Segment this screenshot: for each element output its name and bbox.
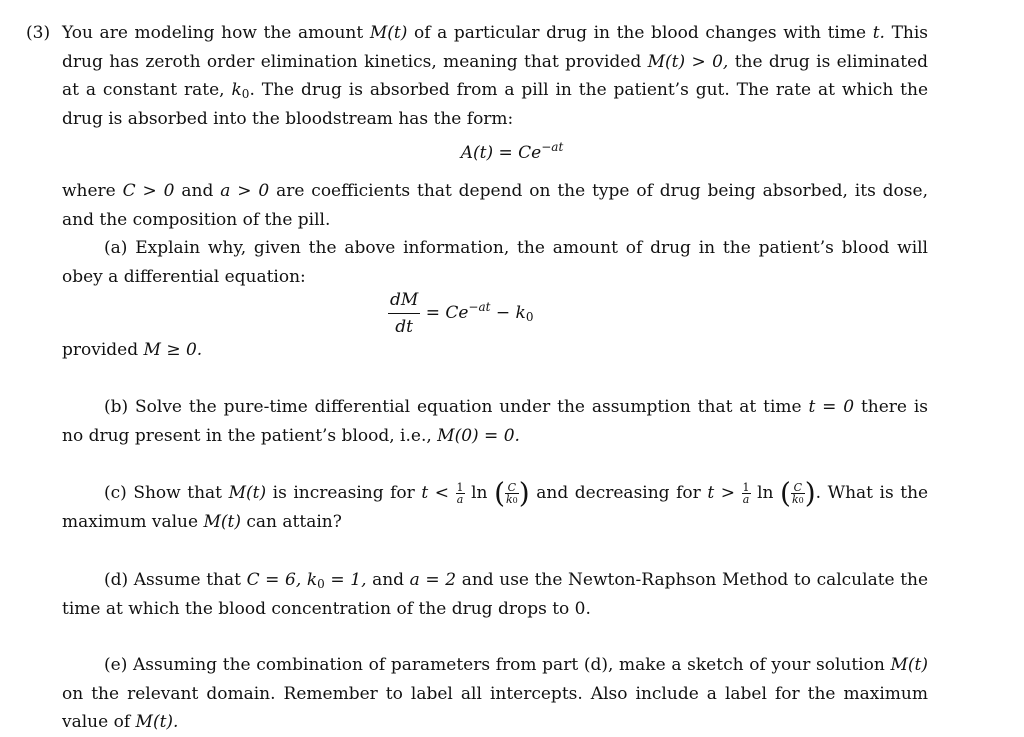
intro-text: This drug has zeroth order elimination kinetics, meaning that provided (62, 23, 929, 72)
equation-rhs-exponent: −at (468, 300, 491, 314)
equation-differential (388, 287, 533, 340)
frac-den-sub: 0 (798, 495, 804, 505)
equation-rhs-k: − k (495, 303, 526, 323)
equation-absorption (0, 139, 1024, 168)
part-c-text: (c) Show that (104, 483, 223, 503)
math-M-t: M(t) (228, 483, 267, 503)
derivative-fraction (388, 287, 420, 340)
part-a-text: (a) Explain why, given the above information, the amount of drug in the patient’s blood will obey a differential equation: (62, 238, 928, 287)
frac-num: 1 (742, 481, 750, 494)
C-over-k0-fraction (505, 482, 519, 506)
math-C-condition: C > 0 (122, 181, 175, 201)
math-M-condition: M ≥ 0. (143, 340, 203, 360)
problem-intro (26, 19, 929, 133)
math-condition: M(t) > 0, (647, 51, 729, 72)
math-t-greater: t > (707, 483, 735, 503)
part-d-text: and use the Newton-Raphson Method to calculate the time at which the blood concentration of the drug drops to 0. (62, 570, 929, 619)
math-k: k (306, 570, 318, 590)
frac-num: C (791, 482, 805, 494)
math-M-t: M(t) (890, 655, 928, 675)
math-k-subscript: 0 (317, 577, 325, 591)
equation-A-lhs: A(t) = Ce (460, 143, 542, 163)
one-over-a-fraction (456, 482, 465, 505)
fraction-denominator: dt (395, 317, 413, 337)
provided-text: provided (62, 340, 139, 360)
part-d-text: (d) Assume that (104, 570, 241, 590)
math-M-t: M(t). (135, 712, 179, 732)
part-c-text: can attain? (246, 511, 342, 532)
part-b (62, 393, 928, 450)
part-c-text: What is the maximum value (62, 483, 929, 532)
part-c-text: and decreasing for (536, 483, 701, 503)
C-over-k0-fraction (791, 482, 805, 506)
intro-text: of a particular drug in the blood changes with time (413, 23, 867, 43)
frac-den-sub: 0 (512, 495, 518, 505)
math-a-value: a = 2 (409, 570, 457, 590)
math-C-value: C = 6, (246, 570, 302, 590)
part-e (62, 651, 928, 737)
math-a-condition: a > 0 (220, 181, 270, 201)
math-t-zero: t = 0 (808, 397, 855, 417)
where-text: are coefficients that depend on the type of drug being absorbed, its dose, and the composition of the pill. (62, 181, 928, 230)
equation-rhs: = Ce (425, 303, 469, 323)
frac-den: a (456, 493, 464, 506)
math-k-value: = 1, (330, 570, 367, 590)
math-k0: $k_0$. (231, 80, 255, 101)
frac-num: C (505, 482, 519, 494)
part-e-text: on the relevant domain. Remember to label all intercepts. Also include a label for the maximum value of (62, 683, 928, 732)
intro-text: The drug is absorbed from a pill in the patient’s gut. The rate at which the drug is absorbed into the bloodstream has the form: (62, 80, 929, 129)
part-c-text: is increasing for (272, 483, 415, 503)
where-text: where (62, 181, 116, 201)
provided-line (62, 336, 928, 365)
intro-text: the drug is eliminated at a constant rate, (62, 51, 929, 100)
one-over-a-fraction (742, 482, 751, 505)
part-c: (c) Show that M(t) is increasing for t < $\frac{1}{a}$ ln ( $\frac{C}{k0}$ ) and decreasing for t > $\frac{1}{a}$ ln ( $\frac{C}{k0}$ ). What is the maximum value M(t) can attain? (62, 476, 929, 532)
part-a (62, 234, 928, 291)
ln-label: ln (471, 483, 488, 503)
where-text: and (181, 181, 214, 201)
part-e-text: (e) Assuming the combination of parameters from part (d), make a sketch of your solution (104, 655, 885, 675)
fraction-numerator: dM (388, 287, 420, 314)
part-d (62, 566, 928, 623)
math-M-t: M(t) (203, 511, 241, 532)
frac-den: a (742, 493, 750, 506)
frac-num: 1 (456, 481, 464, 494)
ln-label: ln (757, 483, 774, 503)
math-M-t: M(t) (369, 23, 408, 43)
where-paragraph (62, 177, 928, 234)
math-t-less: t < (421, 483, 449, 503)
equation-A-exponent: −at (541, 140, 564, 154)
math-t: t. (872, 23, 885, 43)
problem-number: (3) (26, 23, 51, 43)
math-M-zero: M(0) = 0. (437, 425, 520, 446)
equation-rhs-k-subscript: 0 (525, 310, 534, 324)
part-d-text: and (372, 570, 405, 590)
part-b-text: (b) Solve the pure-time differential equation under the assumption that at time (104, 397, 802, 417)
frac-den-k: k (506, 492, 513, 506)
frac-den-k: k (791, 492, 799, 506)
part-b-text: there is no drug present in the patient’s blood, i.e., (62, 397, 929, 446)
intro-text: You are modeling how the amount (62, 23, 364, 43)
